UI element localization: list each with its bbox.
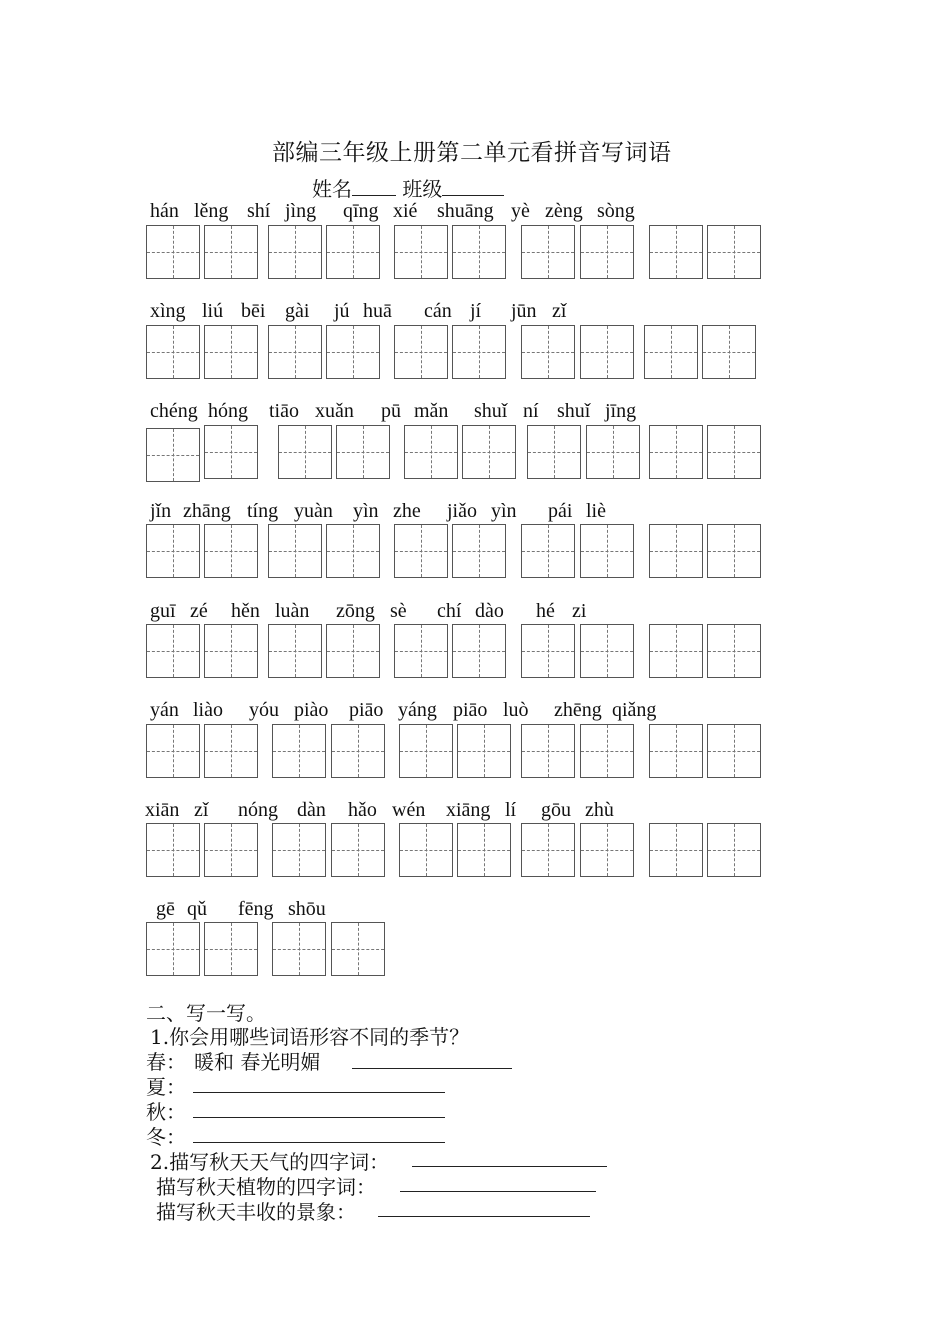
winter-answer-line[interactable]: [193, 1142, 445, 1143]
writing-box[interactable]: [649, 425, 703, 479]
writing-box[interactable]: [331, 823, 385, 877]
writing-box[interactable]: [272, 823, 326, 877]
writing-box[interactable]: [707, 425, 761, 479]
writing-box[interactable]: [394, 524, 448, 578]
writing-box[interactable]: [527, 425, 581, 479]
pinyin-syllable: shuāng: [437, 200, 494, 222]
writing-box[interactable]: [331, 724, 385, 778]
pinyin-syllable: xuǎn: [315, 400, 354, 422]
pinyin-syllable: sè: [390, 600, 407, 622]
pinyin-syllable: sòng: [597, 200, 635, 222]
writing-box[interactable]: [649, 225, 703, 279]
writing-box[interactable]: [521, 325, 575, 379]
summer-label: 夏：: [146, 1075, 186, 1099]
writing-box[interactable]: [326, 225, 380, 279]
pinyin-syllable: pái: [548, 500, 573, 522]
pinyin-syllable: guī: [150, 600, 176, 622]
pinyin-syllable: luò: [503, 699, 529, 721]
pinyin-syllable: yìn: [491, 500, 517, 522]
writing-box[interactable]: [326, 524, 380, 578]
writing-box[interactable]: [580, 823, 634, 877]
writing-box[interactable]: [146, 428, 200, 482]
question-3: 描写秋天植物的四字词：: [156, 1175, 376, 1199]
pinyin-syllable: jú: [334, 300, 350, 322]
pinyin-syllable: chí: [437, 600, 462, 622]
pinyin-syllable: gài: [285, 300, 310, 322]
pinyin-syllable: chéng: [150, 400, 198, 422]
writing-box[interactable]: [452, 524, 506, 578]
pinyin-syllable: hóng: [208, 400, 248, 422]
writing-box[interactable]: [649, 823, 703, 877]
autumn-answer-line[interactable]: [193, 1117, 445, 1118]
pinyin-syllable: liú: [202, 300, 224, 322]
writing-box[interactable]: [707, 823, 761, 877]
pinyin-syllable: xiān: [145, 799, 180, 821]
pinyin-syllable: xiāng: [446, 799, 491, 821]
pinyin-syllable: lěng: [194, 200, 229, 222]
writing-box[interactable]: [644, 325, 698, 379]
page-title: 部编三年级上册第二单元看拼音写词语: [272, 140, 672, 166]
writing-box[interactable]: [204, 724, 258, 778]
winter-label: 冬：: [146, 1125, 186, 1149]
pinyin-syllable: piāo: [453, 699, 488, 721]
pinyin-syllable: hǎo: [348, 799, 377, 821]
class-label: 班级: [402, 177, 443, 201]
writing-box[interactable]: [326, 325, 380, 379]
pinyin-syllable: lí: [505, 799, 517, 821]
writing-box[interactable]: [146, 225, 200, 279]
writing-box[interactable]: [521, 823, 575, 877]
pinyin-syllable: shuǐ: [474, 400, 508, 422]
pinyin-syllable: wén: [392, 799, 426, 821]
pinyin-syllable: shōu: [288, 898, 326, 920]
pinyin-syllable: zhāng: [183, 500, 231, 522]
pinyin-syllable: yè: [511, 200, 530, 222]
writing-box[interactable]: [272, 724, 326, 778]
writing-box[interactable]: [268, 624, 322, 678]
writing-box[interactable]: [702, 325, 756, 379]
writing-box[interactable]: [204, 425, 258, 479]
writing-box[interactable]: [707, 724, 761, 778]
spring-example: 暖和 春光明媚: [194, 1050, 321, 1074]
writing-box[interactable]: [457, 724, 511, 778]
writing-box[interactable]: [580, 624, 634, 678]
pinyin-syllable: jiǎo: [447, 500, 477, 522]
writing-box[interactable]: [268, 225, 322, 279]
writing-box[interactable]: [521, 724, 575, 778]
pinyin-syllable: tiāo: [269, 400, 299, 422]
writing-box[interactable]: [521, 624, 575, 678]
writing-box[interactable]: [394, 624, 448, 678]
pinyin-syllable: yuàn: [294, 500, 333, 522]
question-2-answer-line[interactable]: [412, 1166, 607, 1167]
writing-box[interactable]: [452, 325, 506, 379]
pinyin-syllable: gōu: [541, 799, 571, 821]
writing-box[interactable]: [521, 524, 575, 578]
pinyin-syllable: piào: [294, 699, 329, 721]
pinyin-syllable: zōng: [336, 600, 375, 622]
pinyin-syllable: hěn: [231, 600, 260, 622]
pinyin-syllable: yán: [150, 699, 179, 721]
question-4: 描写秋天丰收的景象：: [156, 1200, 356, 1224]
pinyin-syllable: zǐ: [552, 300, 567, 322]
writing-box[interactable]: [580, 724, 634, 778]
writing-box[interactable]: [707, 624, 761, 678]
pinyin-syllable: liè: [586, 500, 606, 522]
writing-box[interactable]: [146, 624, 200, 678]
writing-box[interactable]: [268, 524, 322, 578]
writing-box[interactable]: [399, 724, 453, 778]
writing-box[interactable]: [707, 225, 761, 279]
writing-box[interactable]: [394, 225, 448, 279]
writing-box[interactable]: [399, 823, 453, 877]
pinyin-syllable: yáng: [398, 699, 437, 721]
writing-box[interactable]: [204, 823, 258, 877]
writing-box[interactable]: [278, 425, 332, 479]
name-blank[interactable]: [352, 177, 396, 196]
question-2: 2.描写秋天天气的四字词：: [150, 1150, 390, 1174]
writing-box[interactable]: [452, 624, 506, 678]
writing-box[interactable]: [146, 724, 200, 778]
pinyin-syllable: jǐn: [150, 500, 172, 522]
pinyin-syllable: dàn: [297, 799, 326, 821]
pinyin-syllable: hé: [536, 600, 555, 622]
name-label: 姓名: [312, 177, 352, 201]
writing-box[interactable]: [326, 624, 380, 678]
pinyin-syllable: dào: [475, 600, 504, 622]
writing-box[interactable]: [268, 325, 322, 379]
class-blank[interactable]: [442, 177, 504, 196]
writing-box[interactable]: [394, 325, 448, 379]
writing-box[interactable]: [649, 524, 703, 578]
pinyin-syllable: gē: [156, 898, 175, 920]
pinyin-syllable: piāo: [349, 699, 384, 721]
writing-box[interactable]: [649, 724, 703, 778]
pinyin-syllable: nóng: [238, 799, 278, 821]
pinyin-syllable: zé: [190, 600, 208, 622]
writing-box[interactable]: [462, 425, 516, 479]
writing-box[interactable]: [204, 524, 258, 578]
pinyin-syllable: tíng: [247, 500, 279, 522]
spring-label: 春：: [146, 1050, 186, 1074]
pinyin-syllable: qīng: [343, 200, 379, 222]
summer-answer-line[interactable]: [193, 1092, 445, 1093]
writing-box[interactable]: [580, 325, 634, 379]
writing-box[interactable]: [452, 225, 506, 279]
question-1: 1.你会用哪些词语形容不同的季节？: [150, 1025, 470, 1049]
pinyin-syllable: qiǎng: [612, 699, 657, 721]
pinyin-syllable: pū: [381, 400, 401, 422]
pinyin-syllable: fēng: [238, 898, 274, 920]
pinyin-syllable: huā: [363, 300, 392, 322]
writing-box[interactable]: [457, 823, 511, 877]
pinyin-syllable: zǐ: [194, 799, 209, 821]
pinyin-syllable: zhe: [393, 500, 421, 522]
pinyin-syllable: ní: [523, 400, 539, 422]
writing-box[interactable]: [146, 823, 200, 877]
pinyin-syllable: zèng: [545, 200, 583, 222]
writing-box[interactable]: [146, 524, 200, 578]
pinyin-syllable: jūn: [511, 300, 537, 322]
pinyin-syllable: zhù: [585, 799, 614, 821]
pinyin-syllable: jīng: [605, 400, 637, 422]
writing-box[interactable]: [204, 922, 258, 976]
writing-box[interactable]: [204, 225, 258, 279]
pinyin-syllable: xié: [393, 200, 418, 222]
autumn-label: 秋：: [146, 1100, 186, 1124]
question-4-answer-line[interactable]: [378, 1216, 590, 1217]
writing-box[interactable]: [404, 425, 458, 479]
writing-box[interactable]: [707, 524, 761, 578]
spring-answer-line[interactable]: [352, 1068, 512, 1069]
writing-box[interactable]: [146, 922, 200, 976]
pinyin-syllable: mǎn: [414, 400, 449, 422]
pinyin-syllable: zhēng: [554, 699, 602, 721]
pinyin-syllable: jìng: [285, 200, 317, 222]
writing-box[interactable]: [521, 225, 575, 279]
writing-box[interactable]: [204, 325, 258, 379]
writing-box[interactable]: [204, 624, 258, 678]
writing-box[interactable]: [146, 325, 200, 379]
writing-box[interactable]: [586, 425, 640, 479]
section2-heading: 二、写一写。: [146, 1001, 266, 1025]
question-3-answer-line[interactable]: [400, 1191, 596, 1192]
writing-box[interactable]: [272, 922, 326, 976]
pinyin-syllable: zi: [572, 600, 587, 622]
student-info-row: [312, 173, 504, 202]
pinyin-syllable: xìng: [150, 300, 186, 322]
pinyin-syllable: qǔ: [187, 898, 207, 920]
pinyin-syllable: luàn: [275, 600, 310, 622]
pinyin-syllable: shí: [247, 200, 271, 222]
pinyin-syllable: yìn: [353, 500, 379, 522]
pinyin-syllable: bēi: [241, 300, 266, 322]
pinyin-syllable: liào: [193, 699, 223, 721]
pinyin-syllable: jí: [470, 300, 482, 322]
writing-box[interactable]: [580, 524, 634, 578]
pinyin-syllable: shuǐ: [557, 400, 591, 422]
writing-box[interactable]: [331, 922, 385, 976]
pinyin-syllable: cán: [424, 300, 452, 322]
pinyin-syllable: yóu: [249, 699, 279, 721]
writing-box[interactable]: [336, 425, 390, 479]
writing-box[interactable]: [649, 624, 703, 678]
writing-box[interactable]: [580, 225, 634, 279]
pinyin-syllable: hán: [150, 200, 179, 222]
